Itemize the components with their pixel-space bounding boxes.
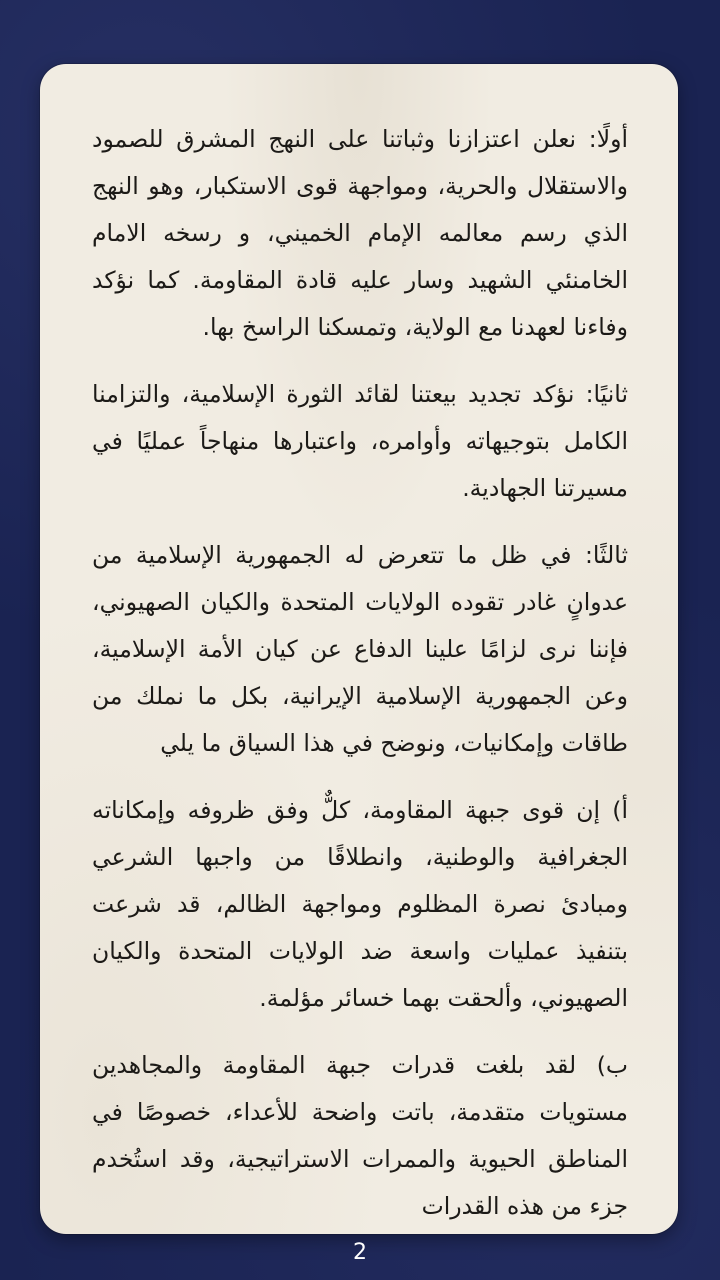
paragraph-point-a: أ) إن قوى جبهة المقاومة، كلٌّ وفق ظروفه وإمكاناته الجغرافية والوطنية، وانطلاقًا من واجبها الشرعي ومبادئ نصرة المظلوم ومواجهة الظالم، قد شرعت بتنفيذ عمليات واسعة ضد الولايات المتحدة والكيان الصهيوني، وألحقت بهما خسائر مؤلمة.	[92, 796, 628, 1012]
document-body	[92, 116, 628, 1234]
paragraph-third: ثالثًا: في ظل ما تتعرض له الجمهورية الإسلامية من عدوانٍ غادر تقوده الولايات المتحدة والكيان الصهيوني، فإننا نرى لزامًا علينا الدفاع عن كيان الأمة الإسلامية، وعن الجمهورية الإسلامية الإيرانية، بكل ما نملك من طاقات وإمكانيات، ونوضح في هذا السياق ما يلي	[92, 541, 628, 757]
document-page	[40, 64, 678, 1234]
paragraph-first: أولًا: نعلن اعتزازنا وثباتنا على النهج المشرق للصمود والاستقلال والحرية، ومواجهة قوى الاستكبار، وهو النهج الذي رسم معالمه الإمام الخميني، و رسخه الامام الخامنئي الشهيد وسار عليه قادة المقاومة. كما نؤكد وفاءنا لعهدنا مع الولاية، وتمسكنا الراسخ بها.	[92, 125, 628, 341]
page-number: 2	[353, 1240, 367, 1265]
paragraph-point-b: ب) لقد بلغت قدرات جبهة المقاومة والمجاهدين مستويات متقدمة، باتت واضحة للأعداء، خصوصًا في المناطق الحيوية والممرات الاستراتيجية، وقد استُخدم جزء من هذه القدرات	[92, 1051, 628, 1220]
paragraph-second: ثانيًا: نؤكد تجديد بيعتنا لقائد الثورة الإسلامية، والتزامنا الكامل بتوجيهاته وأوامره، واعتبارها منهاجاً عمليًا في مسيرتنا الجهادية.	[92, 380, 628, 502]
